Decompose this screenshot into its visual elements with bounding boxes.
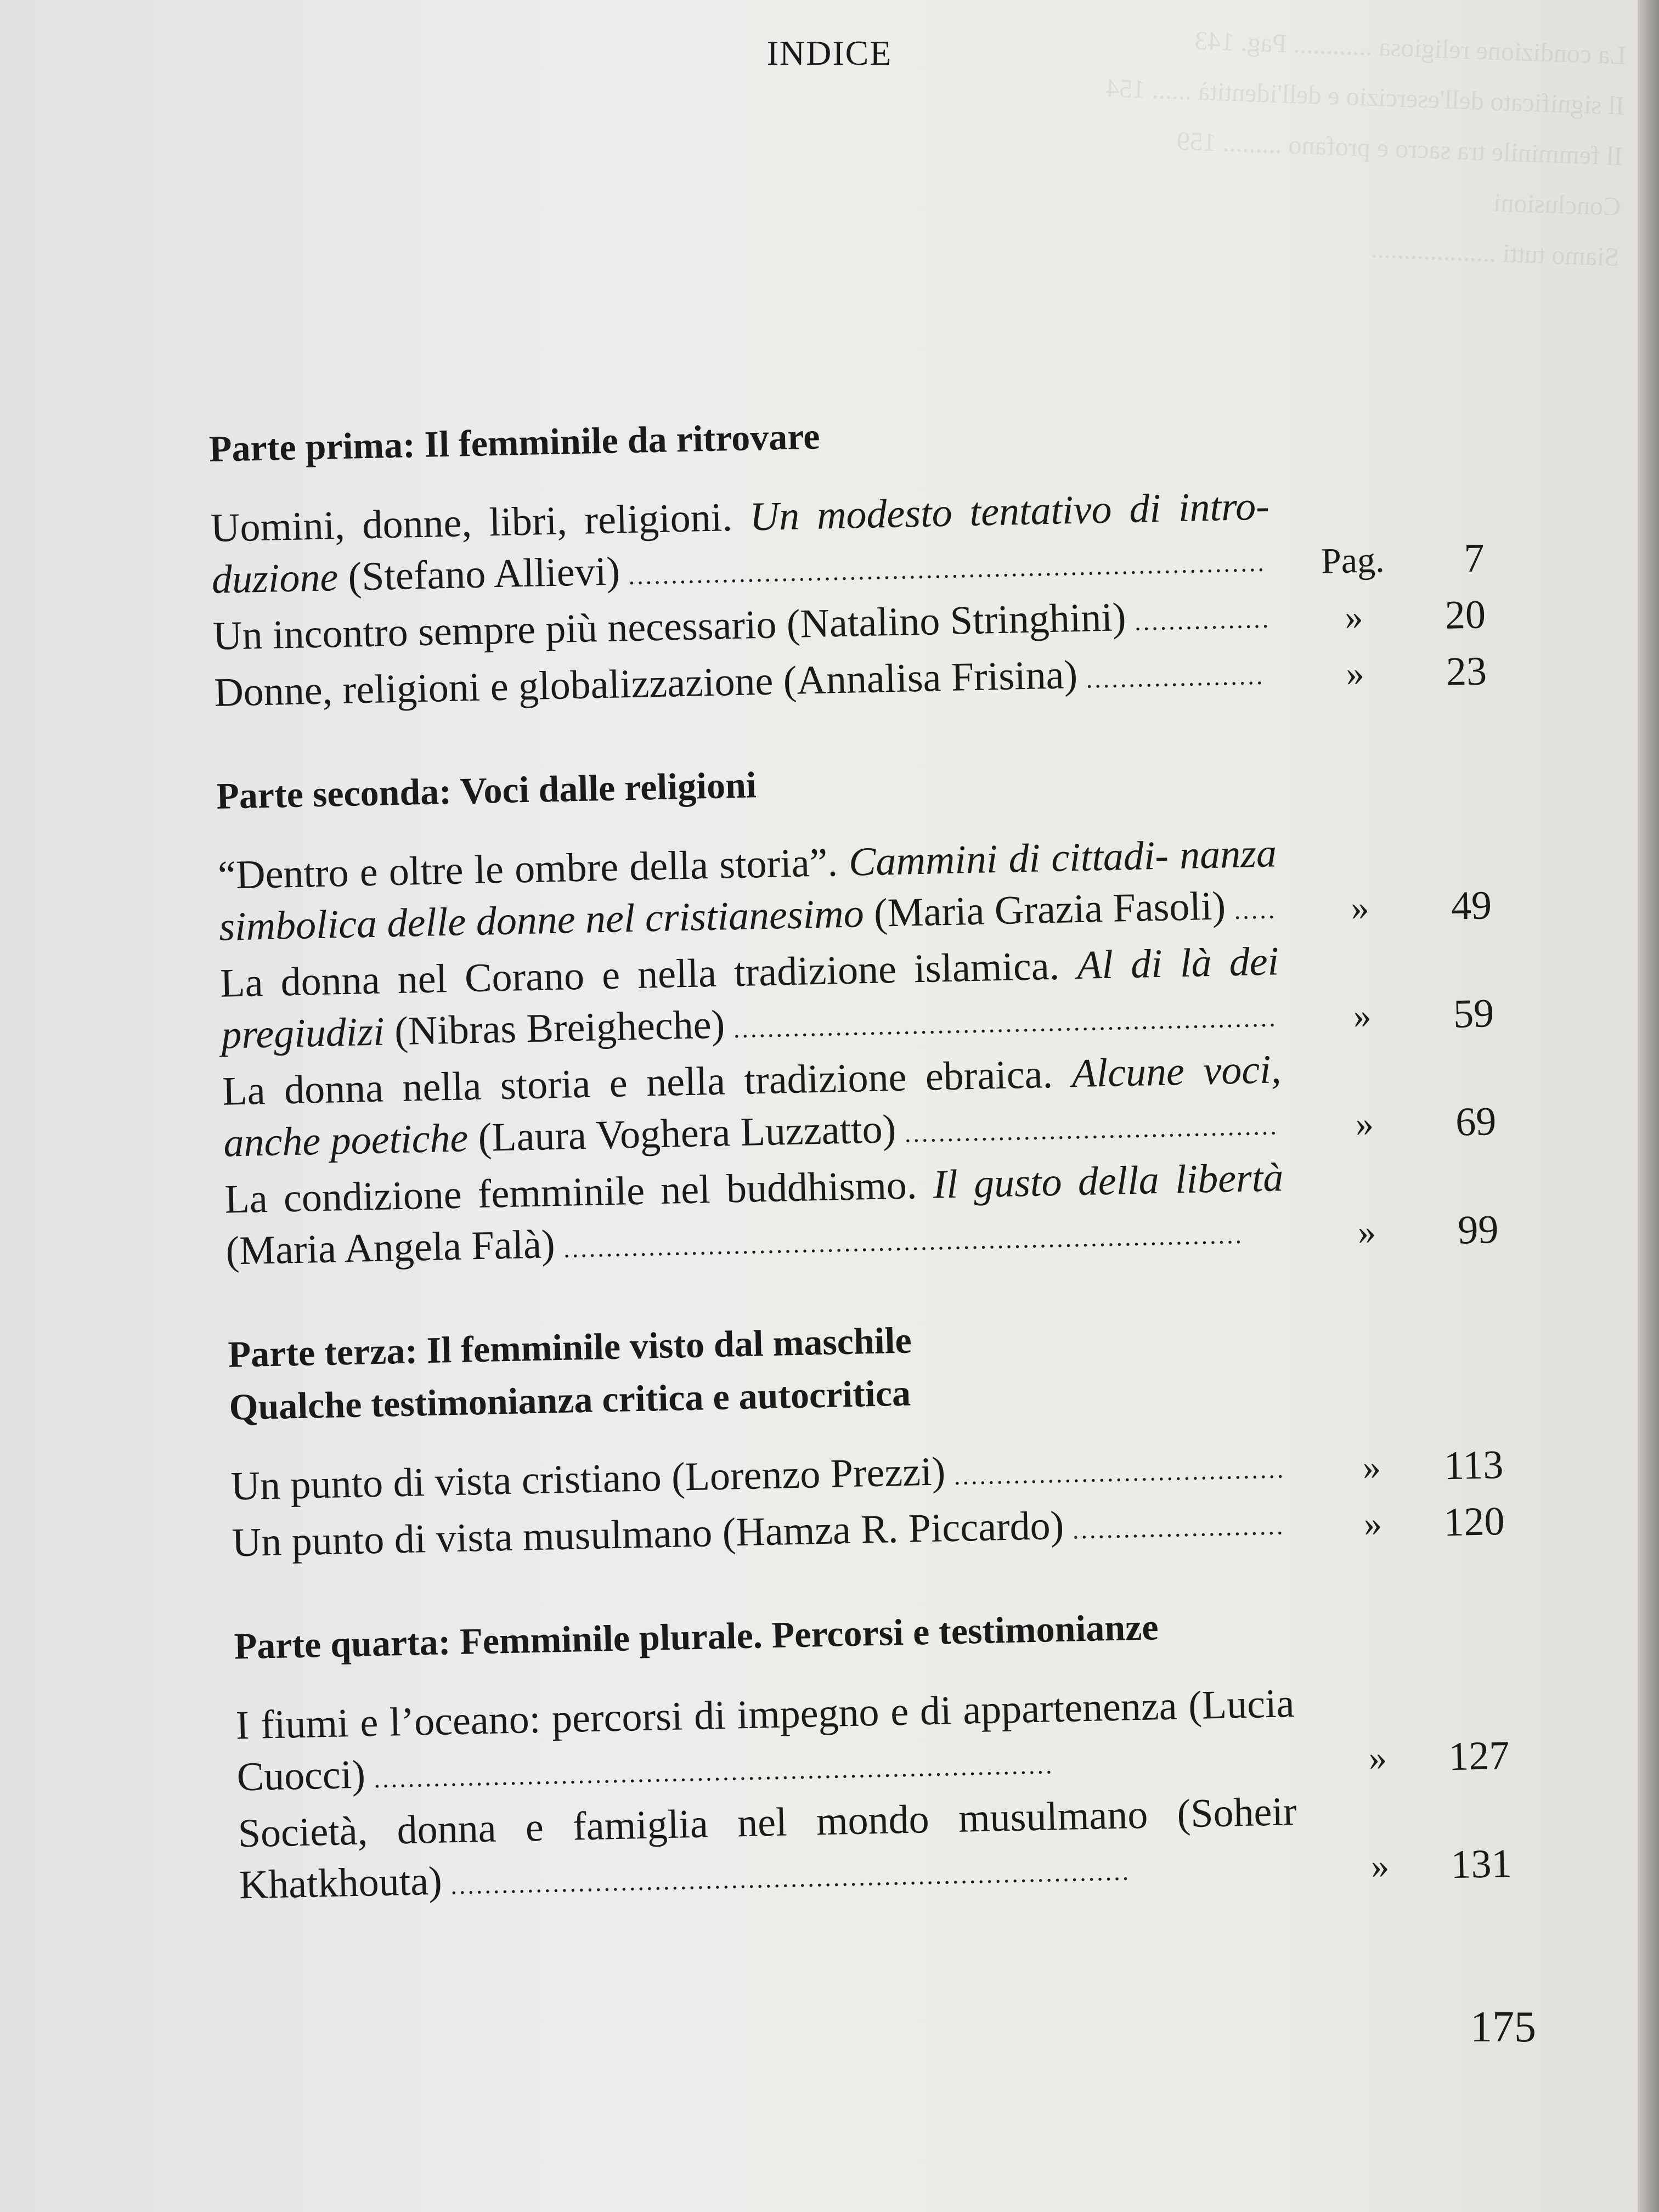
page-number: 59 — [1453, 991, 1494, 1037]
leader-dots: ............................................ — [895, 1111, 1279, 1148]
leader-dots: ................................................................................ — [555, 1220, 1244, 1263]
page-number: 120 — [1443, 1498, 1505, 1545]
page-number: 113 — [1443, 1442, 1504, 1489]
page-marker: » — [1344, 597, 1364, 637]
entry-title — [235, 1678, 1296, 1808]
leader-dots: ..... — [1225, 895, 1277, 925]
entry-author: (Nibras Breigheche) — [383, 1002, 725, 1054]
page-marker: Pag. — [1321, 540, 1385, 582]
toc-section — [233, 1546, 1556, 1916]
page-number: 69 — [1455, 1099, 1497, 1145]
entry-text: Un incontro sempre più necessario (Natalino Stringhini) — [212, 595, 1127, 659]
page-number: 20 — [1444, 592, 1486, 638]
entry-text: La donna nella storia e nella tradizione ebraica. — [222, 1051, 1073, 1114]
entry-author: (Stefano Allievi) — [337, 549, 620, 600]
page-marker: » — [1357, 1211, 1376, 1252]
entry-subtitle: Il gusto della libertà — [932, 1155, 1284, 1207]
entry-title — [222, 1043, 1283, 1173]
bleed-through-text: La condizione religiosa ............ Pag. 143 Il significato dell'esercizio e dell'identità ...... 154 Il femminile tra sacro e profano ......... 159 Conclusioni Siamo tutti ................... — [1105, 26, 1627, 272]
page-number: 131 — [1450, 1841, 1513, 1888]
section-title: Qualche testimonianza critica e autocritica — [228, 1372, 911, 1428]
entry-text: “Dentro e oltre le ombre della storia”. — [217, 839, 849, 898]
page-marker: » — [1350, 887, 1370, 928]
page-number: 23 — [1446, 648, 1487, 695]
page-marker: » — [1355, 1103, 1374, 1144]
leader-dots: ................................................................ — [724, 1003, 1278, 1043]
entry-title — [210, 481, 1271, 611]
leader-dots: ......................... — [1063, 1511, 1285, 1544]
section-title: Parte prima: Il femminile da ritrovare — [208, 415, 821, 470]
page-number: 49 — [1451, 883, 1492, 929]
table-of-contents — [208, 395, 1556, 1916]
page-number: 7 — [1463, 535, 1485, 582]
entry-title — [224, 1152, 1285, 1282]
entry-subtitle: Alcune voci, anche poetiche — [223, 1047, 1282, 1166]
entry-text: Donne, religioni e globalizzazione (Annalisa Frisina) — [213, 652, 1078, 715]
page-number: 127 — [1448, 1733, 1510, 1780]
entry-title — [217, 827, 1278, 957]
entry-author: (Maria Grazia Fasoli) — [863, 883, 1226, 936]
entry-text: Un punto di vista cristiano (Lorenzo Prezzi) — [230, 1449, 946, 1509]
toc-section — [215, 696, 1543, 1282]
toc-section — [227, 1254, 1549, 1573]
toc-section — [208, 395, 1531, 724]
folio-number: 175 — [1470, 2003, 1536, 2051]
leader-dots: ................ — [1126, 605, 1271, 636]
leader-dots: ................................................................................ — [365, 1751, 1054, 1793]
page-edge — [1638, 0, 1659, 2212]
entry-text: I fiumi e l’oceano: percorsi di impegno e di appartenenza (Lucia Cuocci) — [235, 1681, 1295, 1800]
page-marker: » — [1368, 1737, 1387, 1779]
section-title: Parte terza: Il femminile visto dal maschile — [227, 1319, 912, 1375]
entry-author: (Laura Voghera Luzzatto) — [467, 1107, 897, 1161]
entry-text: La condizione femminile nel buddhismo. — [224, 1162, 934, 1222]
section-title: Parte quarta: Femminile plurale. Percorsi e testimonianze — [233, 1606, 1159, 1667]
leader-dots: ................................................................................ — [442, 1857, 1131, 1900]
section-title: Parte seconda: Voci dalle religioni — [216, 764, 757, 817]
leader-dots: ..................... — [1077, 661, 1265, 693]
page-marker: » — [1345, 653, 1365, 694]
entry-text: Società, donna e famiglia nel mondo musulmano (Soheir Khatkhouta) — [238, 1789, 1297, 1908]
leader-dots: ........................................................................... — [619, 548, 1267, 590]
page-marker: » — [1352, 995, 1372, 1036]
page-marker: » — [1363, 1503, 1383, 1544]
entry-subtitle: Un modesto tentativo di intro- duzione — [211, 483, 1270, 602]
page-number: 99 — [1457, 1207, 1499, 1253]
leader-dots: ....................................... — [945, 1455, 1286, 1491]
page-marker: » — [1362, 1447, 1381, 1488]
entry-title — [219, 935, 1280, 1065]
entry-author: (Maria Angela Falà) — [225, 1222, 556, 1274]
entry-subtitle: Al di là dei pregiudizi — [221, 939, 1279, 1058]
entry-subtitle: Cammini di cittadi- nanza simbolica delle donne nel cristianesimo — [218, 831, 1277, 950]
toc-entry[interactable] — [238, 1785, 1513, 1916]
entry-text: La donna nel Corano e nella tradizione islamica. — [219, 943, 1078, 1006]
page-title: INDICE — [766, 33, 893, 72]
entry-title — [238, 1786, 1299, 1916]
entry-text: Uomini, donne, libri, religioni. — [210, 494, 751, 551]
toc-entry[interactable] — [224, 1151, 1499, 1282]
page-marker: » — [1370, 1846, 1390, 1887]
entry-text: Un punto di vista musulmano (Hamza R. Piccardo) — [231, 1503, 1065, 1566]
